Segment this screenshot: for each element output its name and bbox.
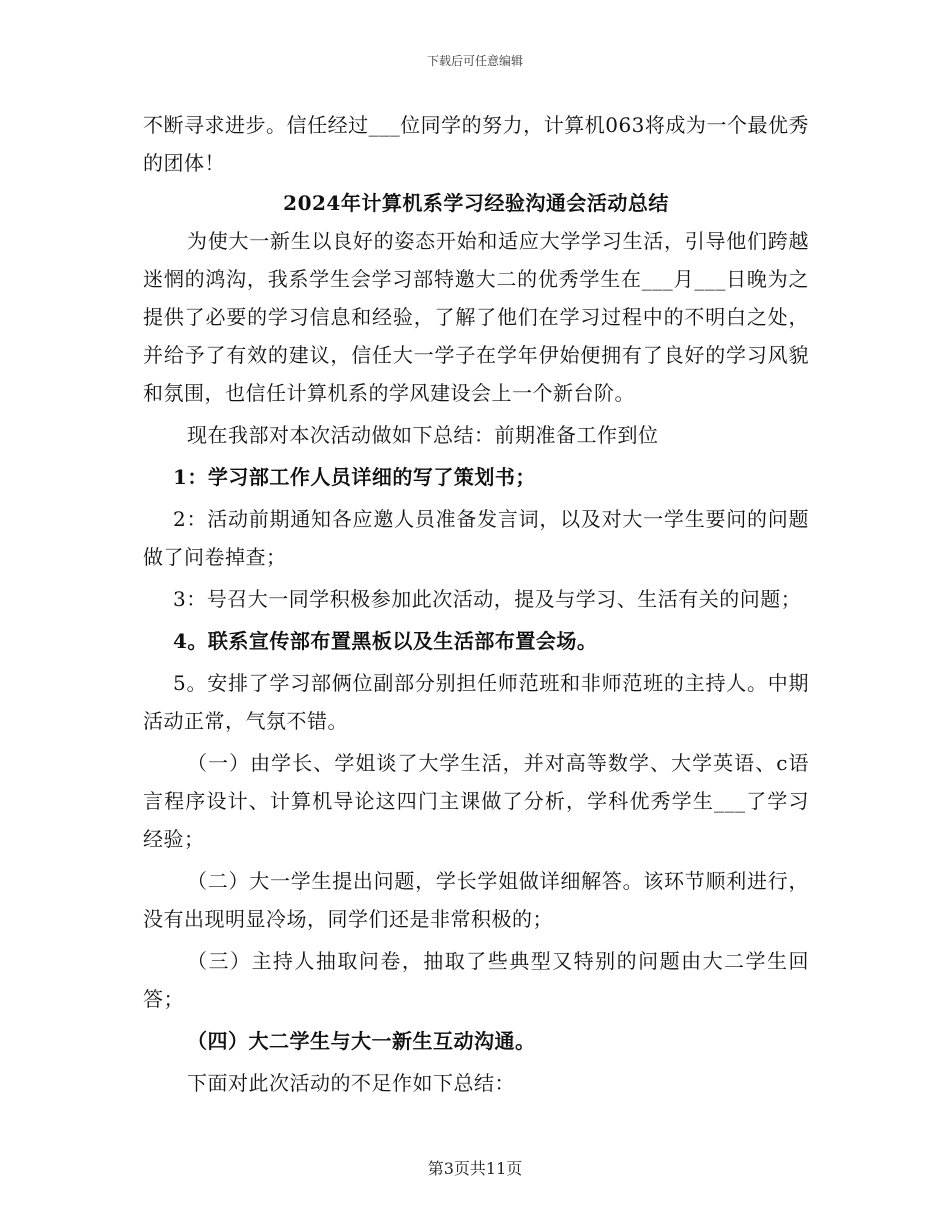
document-title: 2024年计算机系学习经验沟通会活动总结: [283, 191, 669, 215]
document-body: [143, 106, 809, 1102]
mid-item-2: （二）大一学生提出问题，学长学姐做详细解答。该环节顺利进行，没有出现明显冷场，同学们还是非常积极的；: [143, 869, 809, 931]
intro-continuation: 不断寻求进步。信任经过___位同学的努力，计算机063将成为一个最优秀的团体！: [143, 113, 809, 175]
prep-item-2: 2：活动前期通知各应邀人员准备发言词，以及对大一学生要问的问题做了问卷掉查；: [143, 507, 809, 569]
prep-item-1: 1：学习部工作人员详细的写了策划书；: [173, 465, 536, 489]
mid-item-4: （四）大二学生与大一新生互动沟通。: [187, 1029, 536, 1053]
prep-item-3: 3：号召大一同学积极参加此次活动，提及与学习、生活有关的问题；: [173, 587, 802, 611]
page-number: 第3页共11页: [427, 1159, 523, 1178]
prep-item-4: 4。联系宣传部布置黑板以及生活部布置会场。: [173, 629, 598, 653]
page-header-note: 下载后可任意编辑: [426, 54, 523, 68]
mid-item-1: （一）由学长、学姐谈了大学生活，并对高等数学、大学英语、c语言程序设计、计算机导论这四门主课做了分析，学科优秀学生___了学习经验；: [143, 751, 809, 851]
paragraph-summary-lead: 现在我部对本次活动做如下总结：前期准备工作到位: [187, 423, 659, 447]
closing-line: 下面对此次活动的不足作如下总结：: [187, 1071, 515, 1095]
mid-item-3: （三）主持人抽取问卷，抽取了些典型又特别的问题由大二学生回答；: [143, 949, 809, 1011]
prep-item-5: 5。安排了学习部俩位副部分别担任师范班和非师范班的主持人。中期活动正常，气氛不错。: [143, 671, 809, 733]
paragraph-intro: 为使大一新生以良好的姿态开始和适应大学学习生活，引导他们跨越迷惘的鸿沟，我系学生会学习部特邀大二的优秀学生在___月___日晚为之提供了必要的学习信息和经验，了解了他们在学习过程中的不明白之处，并给予了有效的建议，信任大一学子在学年伊始便拥有了良好的学习风貌和氛围，也信任计算机系的学风建设会上一个新台阶。: [143, 229, 809, 405]
